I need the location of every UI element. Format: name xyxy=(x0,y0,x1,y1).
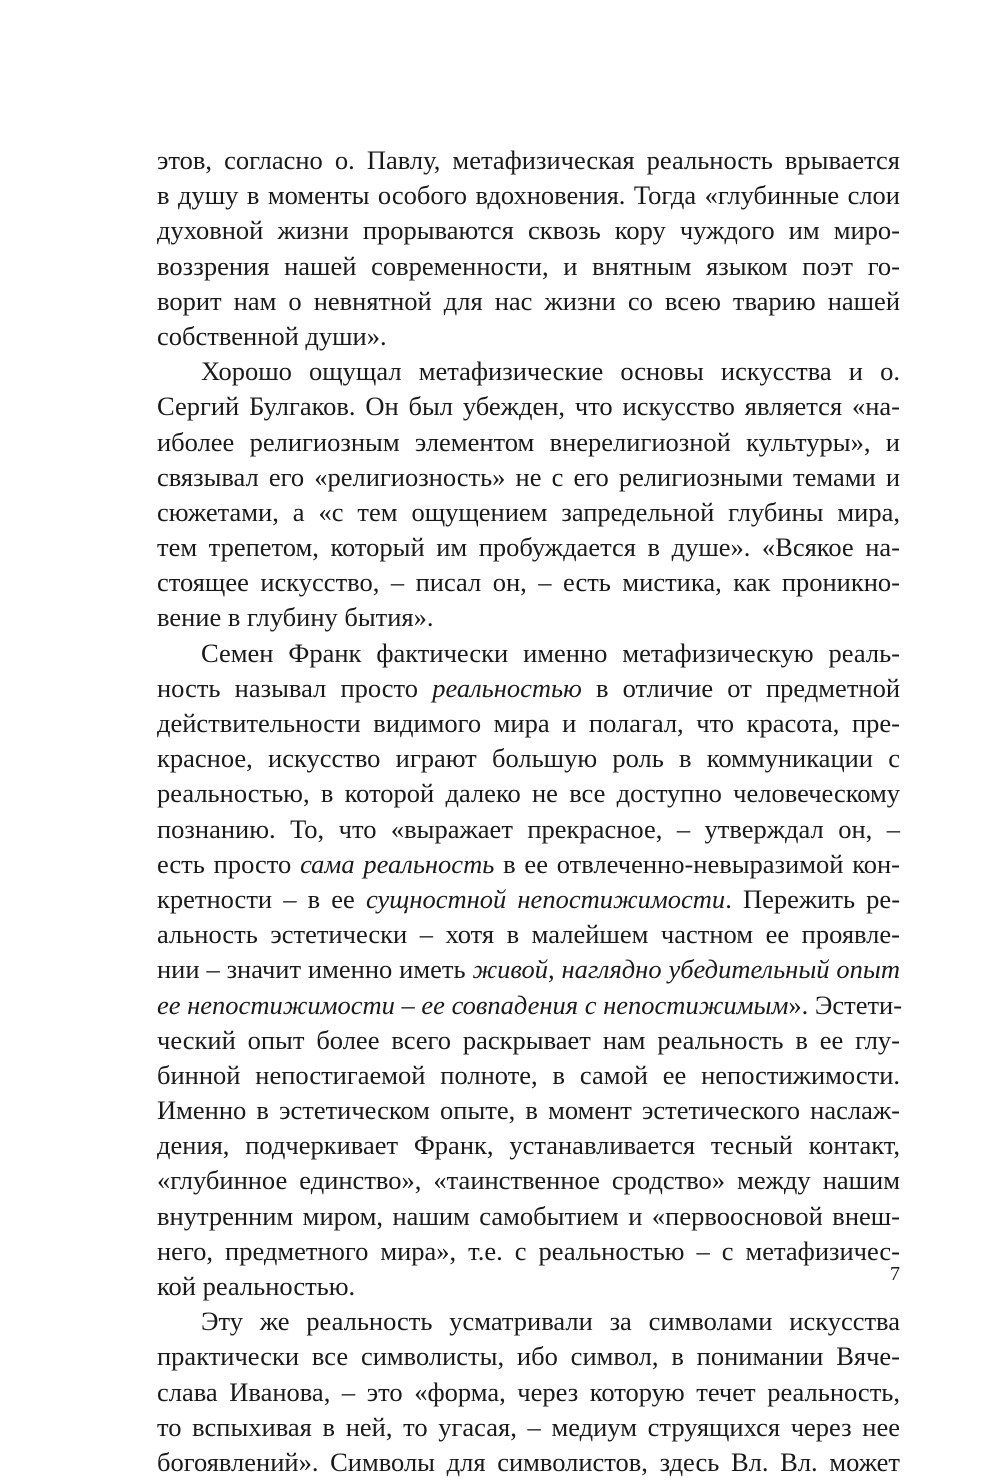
text-line: Сергий Булгаков. Он был убежден, что искусство является «на- xyxy=(157,391,900,422)
body-text xyxy=(157,143,903,1480)
text-line: бинной непостигаемой полноте, в самой ее непостижимости. xyxy=(157,1059,900,1090)
text-line: кретности – в ее сущностной непостижимости. Пережить ре- xyxy=(157,883,901,914)
text-line: вение в глубину бытия». xyxy=(157,602,434,633)
text-line: него, предметного мира», т.е. с реальностью – с метафизичес- xyxy=(157,1235,900,1266)
text-line: Хорошо ощущал метафизические основы искусства и о. xyxy=(201,356,900,387)
text-line: собственной души». xyxy=(157,320,387,351)
text-line: внутренним миром, нашим самобытием и «первоосновой внеш- xyxy=(157,1200,900,1231)
text-line: сюжетами, а «с тем ощущением запредельной глубины мира, xyxy=(157,496,900,527)
text-line: познанию. То, что «выражает прекрасное, – утверждал он, – xyxy=(157,813,900,844)
text-line: практически все символисты, ибо символ, в понимании Вяче- xyxy=(157,1341,900,1372)
text-line: в душу в моменты особого вдохновения. Тогда «глубинные слои xyxy=(157,180,900,211)
text-line: действительности видимого мира и полагал, что красота, пре- xyxy=(157,708,900,738)
italic-phrase: живой, наглядно убедительный опыт xyxy=(472,954,900,985)
text-line: стоящее искусство, – писал он, – есть мистика, как проникно- xyxy=(157,567,900,598)
text-line: красное, искусство играют большую роль в коммуникации с xyxy=(157,743,900,774)
text-line: ее непостижимости – ее совпадения с непостижимым». Эстети- xyxy=(157,989,903,1020)
text-line: воззрения нашей современности, и внятным языком поэт го- xyxy=(157,250,900,281)
text-line: этов, согласно о. Павлу, метафизическая реальность врывается xyxy=(157,145,900,175)
text-line: тем трепетом, который им пробуждается в душе». «Всякое на- xyxy=(157,532,900,563)
text-line: «глубинное единство», «таинственное сродство» между нашим xyxy=(157,1165,900,1196)
italic-phrase: ее непостижимости – ее совпадения с непостижимым xyxy=(157,989,789,1020)
text-line: то вспыхивая в ней, то угасая, – медиум струящихся через нее xyxy=(157,1411,900,1442)
text-line: Семен Франк фактически именно метафизическую реаль- xyxy=(201,637,900,668)
text-line: ческий опыт более всего раскрывает нам реальность в ее глу- xyxy=(157,1024,900,1055)
text-line: ность называл просто реальностью в отличие от предметной xyxy=(157,672,901,703)
text-line: слава Иванова, – это «форма, через которую течет реальность, xyxy=(157,1376,900,1407)
text-line: богоявлений». Символы для символистов, здесь Вл. Вл. может xyxy=(157,1446,900,1477)
text-line: Именно в эстетическом опыте, в момент эстетического наслаж- xyxy=(157,1095,900,1126)
text-line: дения, подчеркивает Франк, устанавливается тесный контакт, xyxy=(157,1130,900,1161)
italic-phrase: сущностной непостижимости xyxy=(365,883,726,914)
page-number: 7 xyxy=(890,1263,900,1285)
text-line: иболее религиозным элементом внерелигиозной культуры», и xyxy=(157,426,900,457)
text-line: кой реальностью. xyxy=(157,1271,356,1301)
text-line: ворит нам о невнятной для нас жизни со всею тварию нашей xyxy=(157,285,900,316)
text-line: нии – значит именно иметь живой, наглядно убедительный опыт xyxy=(157,954,900,985)
text-line: альность эстетически – хотя в малейшем частном ее проявле- xyxy=(157,919,900,950)
text-line: Эту же реальность усматривали за символами искусства xyxy=(201,1306,900,1337)
text-line: связывал его «религиозность» не с его религиозными темами и xyxy=(157,461,900,492)
italic-phrase: сама реальность xyxy=(300,848,495,879)
text-line: есть просто сама реальность в ее отвлеченно-невыразимой кон- xyxy=(157,848,901,879)
text-line: духовной жизни прорываются сквозь кору чуждого им миро- xyxy=(157,215,900,246)
italic-phrase: реальностью xyxy=(432,672,582,703)
text-line: реальностью, в которой далеко не все доступно человеческому xyxy=(157,778,900,809)
